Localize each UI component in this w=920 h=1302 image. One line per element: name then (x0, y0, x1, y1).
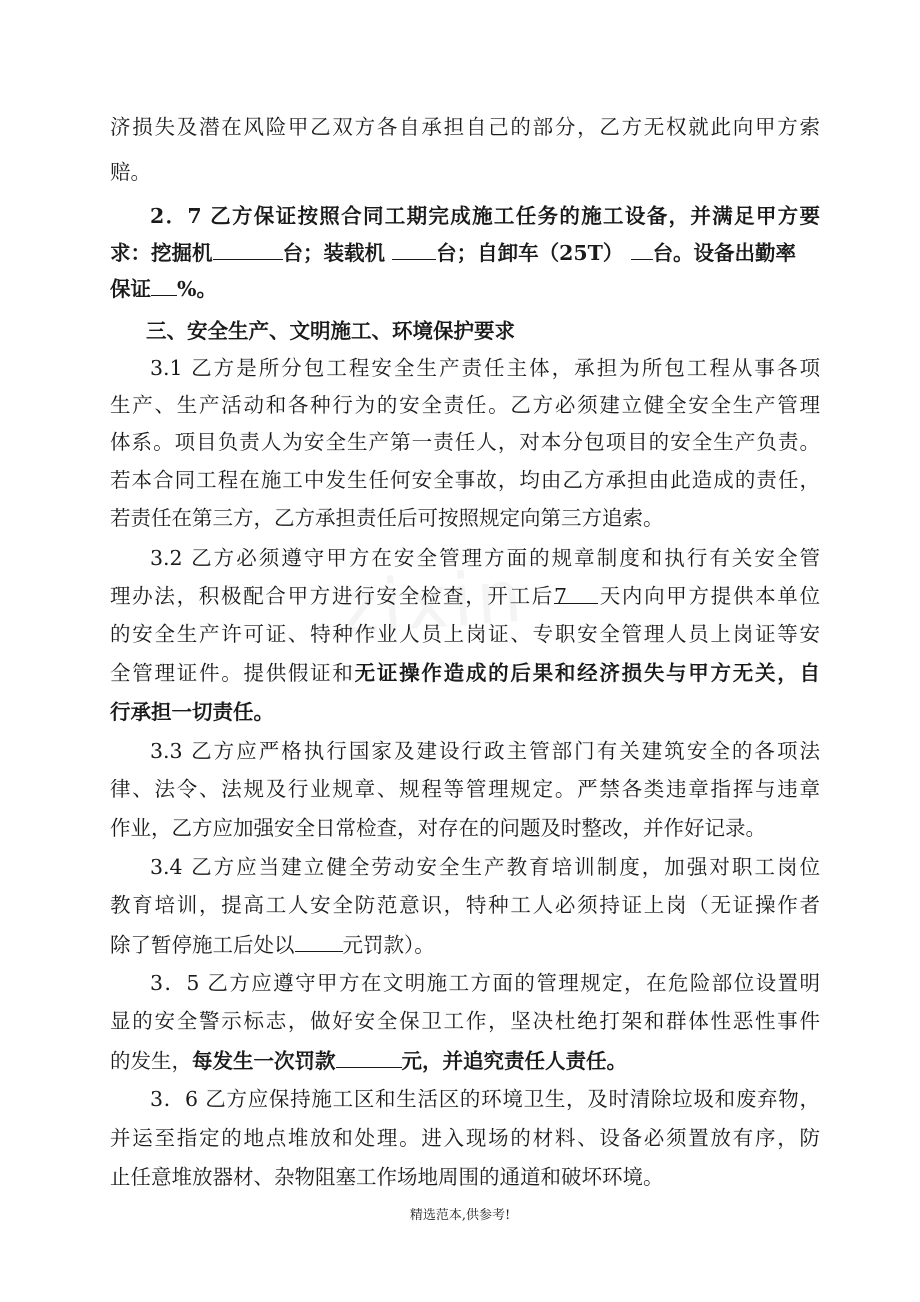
clause-3-1-line: 3.1 乙方是所分包工程安全生产责任主体，承担为所包工程从事各项 (150, 356, 820, 380)
clause-3-4-line: 3.4 乙方应当建立健全劳动安全生产教育培训制度，加强对职工岗位 (150, 855, 820, 879)
paragraph-line: 赔。 (110, 160, 151, 184)
text-segment: 台。设备出勤率 (652, 241, 797, 265)
blank-field (151, 273, 177, 296)
clause-2-7-line (110, 237, 820, 268)
clause-3-1-line: 体系。项目负责人为安全生产第一责任人，对本分包项目的安全生产负责。 (110, 430, 820, 454)
clause-3-3-line: 3.3 乙方应严格执行国家及建设行政主管部门有关建筑安全的各项法 (150, 739, 820, 763)
clause-3-4-line (110, 929, 820, 960)
text-segment: 天内向甲方提供本单位 (598, 584, 820, 608)
clause-3-2-line (110, 658, 820, 688)
clause-3-1-line: 若责任在第三方，乙方承担责任后可按照规定向第三方追索。 (110, 506, 664, 530)
clause-3-1-line: 生产、生产活动和各种行为的安全责任。乙方必须建立健全安全生产管理 (110, 393, 820, 417)
paragraph-line: 济损失及潜在风险甲乙双方各自承担自己的部分，乙方无权就此向甲方索 (110, 115, 820, 139)
clause-3-6-line: 3．6 乙方应保持施工区和生活区的环境卫生，及时清除垃圾和废弃物， (150, 1087, 820, 1111)
clause-3-6-line: 并运至指定的地点堆放和处理。进入现场的材料、设备必须置放有序，防 (110, 1126, 820, 1150)
text-segment: 全管理证件。提供假证和 (110, 661, 355, 685)
text-segment-bold: 无证操作造成的后果和经济损失与甲方无关，自 (354, 661, 820, 685)
clause-3-2-line: 的安全生产许可证、特种作业人员上岗证、专职安全管理人员上岗证等安 (110, 622, 820, 646)
section-heading: 三、安全生产、文明施工、环境保护要求 (146, 319, 515, 343)
text-segment: 的发生， (110, 1049, 192, 1073)
blank-field (336, 1045, 402, 1068)
blank-field (631, 237, 653, 260)
text-segment-bold: 每发生一次罚款 (192, 1049, 336, 1073)
blank-field: 7 (554, 581, 598, 604)
clause-3-4-line: 教育培训，提高工人安全防范意识，特种工人必须持证上岗（无证操作者 (110, 893, 820, 917)
text-segment-bold: 元，并追究责任人责任。 (401, 1049, 627, 1073)
clause-3-5-line (110, 1045, 820, 1076)
blank-field (213, 237, 283, 260)
blank-field (392, 237, 436, 260)
clause-3-6-line: 止任意堆放器材、杂物阻塞工作场地周围的通道和破坏环境。 (110, 1165, 664, 1189)
text-segment: 元罚款）。 (342, 933, 435, 957)
clause-2-7-line (110, 273, 820, 304)
clause-3-5-line: 显的安全警示标志，做好安全保卫工作，坚决杜绝打架和群体性恶性事件 (110, 1009, 820, 1033)
text-segment: 台；装载机 (282, 241, 393, 265)
clause-3-5-line: 3．5 乙方应遵守甲方在文明施工方面的管理规定，在危险部位设置明 (150, 971, 820, 995)
text-segment: 理办法，积极配合甲方进行安全检查，开工后 (110, 584, 554, 608)
blank-field (295, 929, 343, 952)
text-segment: 求：挖掘机 (110, 241, 213, 265)
page-footer: 精选范本,供参考! (409, 1208, 511, 1223)
text-segment: 台；自卸车（25T） (436, 241, 631, 265)
clause-3-2-line (110, 581, 820, 611)
text-segment: %。 (177, 277, 217, 301)
clause-2-7-line: 2．7 乙方保证按照合同工期完成施工任务的施工设备，并满足甲方要 (150, 204, 820, 228)
text-segment: 除了暂停施工后处以 (110, 933, 295, 957)
clause-3-2-line: 行承担一切责任。 (110, 700, 274, 724)
clause-3-3-line: 律、法令、法规及行业规章、规程等管理规定。严禁各类违章指挥与违章 (110, 777, 820, 801)
clause-3-1-line: 若本合同工程在施工中发生任何安全事故，均由乙方承担由此造成的责任， (110, 468, 820, 492)
text-segment: 保证 (110, 277, 151, 301)
clause-3-2-line: 3.2 乙方必须遵守甲方在安全管理方面的规章制度和执行有关安全管 (150, 546, 820, 570)
clause-3-3-line: 作业，乙方应加强安全日常检查，对存在的问题及时整改，并作好记录。 (110, 816, 766, 840)
